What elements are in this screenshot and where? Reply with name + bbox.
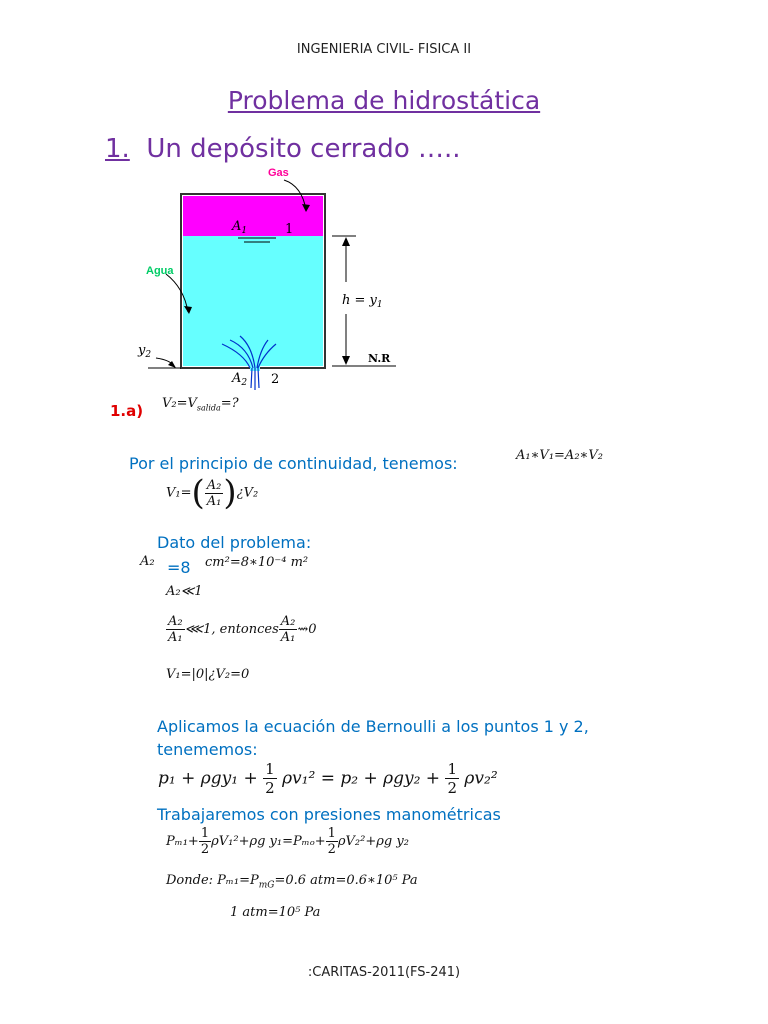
water-region <box>183 236 323 366</box>
area-ratio: $\frac{\text{A₂}}{\text{A₁}}$ <box>206 477 222 509</box>
a2-label: A <box>232 371 242 386</box>
problem-heading <box>105 134 461 164</box>
h-sub: 1 <box>376 300 383 310</box>
bernoulli-text-1: Aplicamos la ecuación de Bernoulli a los puntos 1 y 2, <box>157 717 589 736</box>
page-header: INGENIERIA CIVIL- FISICA II <box>296 42 472 57</box>
nr-label: N.R <box>368 352 391 365</box>
part-a-equation: $V_2=V_{salida}=$? <box>162 396 239 413</box>
y2-label: y <box>138 343 146 358</box>
bernoulli-text-2: tenememos: <box>157 740 258 759</box>
a1-label: A <box>232 219 242 234</box>
dato-a2: A₂ <box>140 554 155 569</box>
donde-equation: Donde: $P_{m1}=P_{mG}=0.6$ atm=0.6∗10⁵ Pa <box>166 873 418 891</box>
manometric-text: Trabajaremos con presiones manométricas <box>157 805 501 824</box>
a2-sub: 2 <box>241 378 248 388</box>
a2-inequality: A₂≪1 <box>166 584 203 599</box>
v1-expression: V₁=( $\frac{\text{A₂}}{\text{A₁}}$ )¿V₂ <box>166 473 259 513</box>
svg-text:A2 <box>231 371 247 388</box>
page-footer: :CARITAS-2011(FS-241) <box>307 965 461 980</box>
continuity-text: Por el principio de continuidad, tenemos: <box>129 454 458 473</box>
svg-text:y2 <box>137 343 151 360</box>
dato-text: Dato del problema: <box>157 533 312 552</box>
atm-equation: 1 atm=10⁵ Pa <box>230 905 321 920</box>
h-label: h = y <box>342 293 377 308</box>
page-title <box>0 86 768 115</box>
part-a-eq-sub: salida <box>196 403 221 413</box>
a1-sub: 1 <box>241 226 248 236</box>
svg-text:h = y1 <box>342 293 383 310</box>
bernoulli-equation: p₁ + ρgy₁ + $\frac{1}{2}$ ρv₁² = p₂ + ρgy₂ + $\frac{1}{2}$ ρv₂² <box>158 760 498 797</box>
v1-zero: V₁=|0|¿V₂=0 <box>166 667 250 682</box>
gas-region <box>183 196 323 236</box>
problem-text: Un depósito cerrado ….. <box>146 134 461 164</box>
agua-label: Agua <box>146 265 174 277</box>
part-a-label: 1.a) <box>110 402 144 420</box>
point-2-label: 2 <box>271 372 280 387</box>
manometric-equation: Pₘ₁+ $\frac{1}{2}$ ρV₁²+ρg y₁=Pₘₒ+ $\frac{1}{2}$ ρV₂²+ρg y₂ <box>166 826 409 857</box>
point-1-label: 1 <box>285 222 294 237</box>
tank-diagram <box>126 162 398 394</box>
y2-sub: 2 <box>145 350 152 360</box>
continuity-equation: A₁∗V₁=A₂∗V₂ <box>516 448 603 463</box>
title-text: Problema de hidrostática <box>227 86 541 115</box>
dato-value: =8 <box>167 558 191 577</box>
gas-label: Gas <box>268 167 289 179</box>
dato-units: cm²=8∗10⁻⁴ m² <box>205 555 309 570</box>
problem-number: 1. <box>105 134 130 164</box>
ratio-expression: $\frac{\text{A₂}}{\text{A₁}}$ ⋘1, entonces $\frac{\text{A₂}}{\text{A₁}}$ ⇝0 <box>168 614 317 645</box>
